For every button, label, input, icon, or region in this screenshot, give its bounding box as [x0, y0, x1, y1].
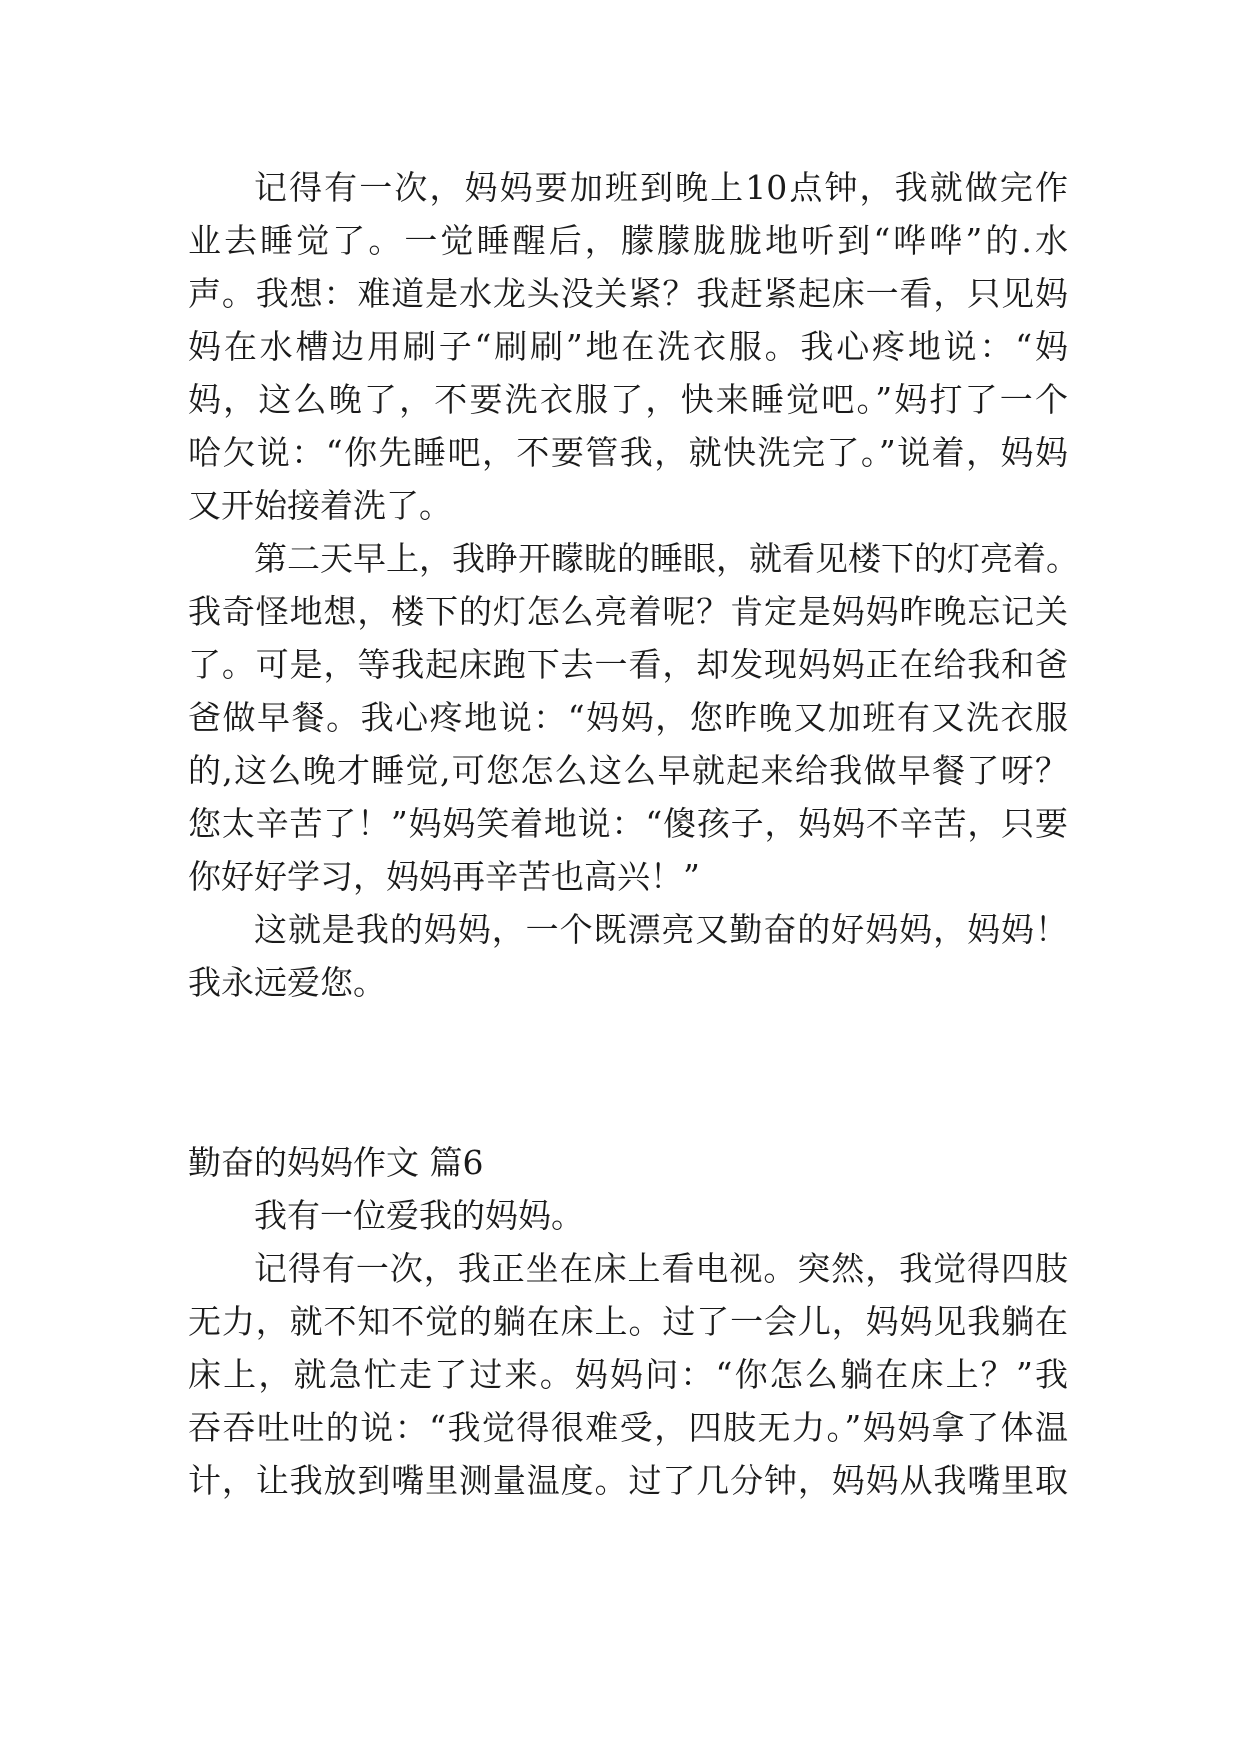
paragraph-line: 计，让我放到嘴里测量温度。过了几分钟，妈妈从我嘴里取	[188, 1461, 1068, 1500]
paragraph-line: 业去睡觉了。一觉睡醒后，朦朦胧胧地听到“哗哗”的.水	[188, 221, 1068, 260]
paragraph-line: 第二天早上，我睁开矇眬的睡眼，就看见楼下的灯亮着。	[254, 539, 1079, 578]
paragraph-line: 床上，就急忙走了过来。妈妈问：“你怎么躺在床上？”我	[188, 1355, 1068, 1394]
paragraph-line: 哈欠说：“你先睡吧，不要管我，就快洗完了。”说着，妈妈	[188, 433, 1068, 472]
paragraph-line: 您太辛苦了！”妈妈笑着地说：“傻孩子，妈妈不辛苦，只要	[188, 804, 1068, 843]
paragraph-line: 记得有一次，妈妈要加班到晚上10点钟，我就做完作	[254, 168, 1068, 207]
paragraph-line: 这就是我的妈妈，一个既漂亮又勤奋的好妈妈，妈妈！	[254, 910, 1068, 949]
paragraph-line: 又开始接着洗了。	[188, 486, 452, 525]
section-heading: 勤奋的妈妈作文 篇6	[188, 1143, 484, 1182]
paragraph-line: 的,这么晚才睡觉,可您怎么这么早就起来给我做早餐了呀？	[188, 751, 1068, 790]
paragraph-line: 我有一位爱我的妈妈。	[254, 1196, 584, 1235]
paragraph-line: 你好好学习，妈妈再辛苦也高兴！”	[188, 857, 700, 896]
paragraph-line: 我永远爱您。	[188, 963, 386, 1002]
paragraph-line: 了。可是，等我起床跑下去一看，却发现妈妈正在给我和爸	[188, 645, 1068, 684]
paragraph-line: 我奇怪地想，楼下的灯怎么亮着呢？肯定是妈妈昨晚忘记关	[188, 592, 1068, 631]
paragraph-line: 吞吞吐吐的说：“我觉得很难受，四肢无力。”妈妈拿了体温	[188, 1408, 1068, 1447]
paragraph-line: 无力，就不知不觉的躺在床上。过了一会儿，妈妈见我躺在	[188, 1302, 1068, 1341]
paragraph-line: 妈，这么晚了，不要洗衣服了，快来睡觉吧。”妈打了一个	[188, 380, 1068, 419]
paragraph-line: 妈在水槽边用刷子“刷刷”地在洗衣服。我心疼地说：“妈	[188, 327, 1068, 366]
paragraph-line: 爸做早餐。我心疼地说：“妈妈，您昨晚又加班有又洗衣服	[188, 698, 1068, 737]
paragraph-line: 声。我想：难道是水龙头没关紧？我赶紧起床一看，只见妈	[188, 274, 1068, 313]
paragraph-line: 记得有一次，我正坐在床上看电视。突然，我觉得四肢	[254, 1249, 1068, 1288]
